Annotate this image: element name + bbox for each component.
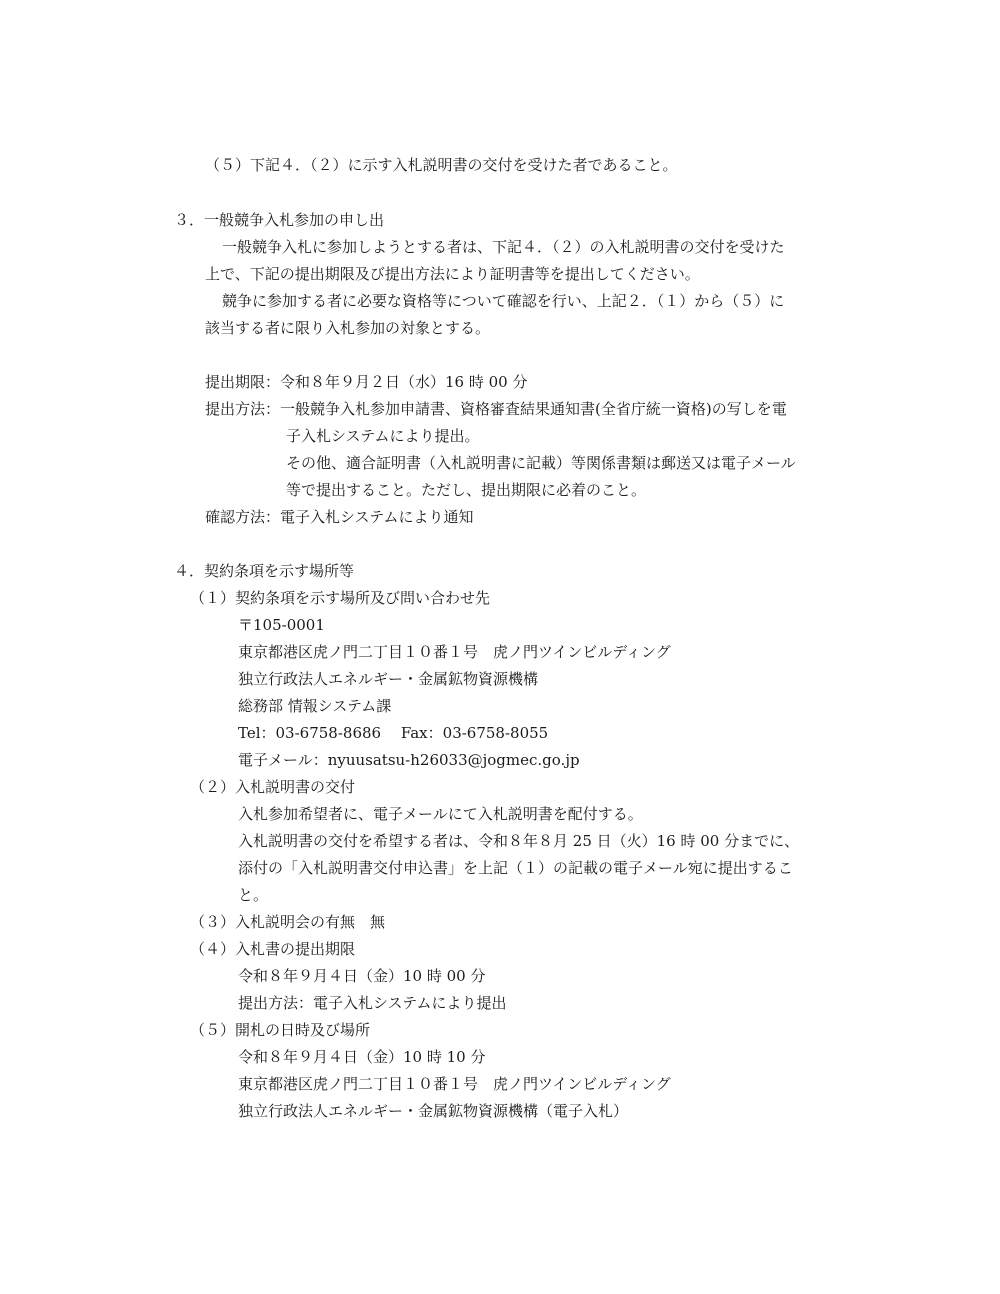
item-5-line1: 令和８年９月４日（金）10 時 10 分	[238, 1048, 486, 1066]
section-3-paragraph1-line1: 一般競争入札に参加しようとする者は、下記４．（２）の入札説明書の交付を受けた	[222, 238, 785, 256]
submission-method-line2: 子入札システムにより提出。	[286, 427, 480, 445]
item-5-line2: 東京都港区虎ノ門二丁目１０番１号 虎ノ門ツインビルディング	[238, 1075, 671, 1093]
item-5-title: （５）開札の日時及び場所	[190, 1021, 371, 1039]
submission-method-line1: 提出方法：一般競争入札参加申請書、資格審査結果通知書(全省庁統一資格)の写しを電	[205, 400, 787, 418]
item-2-line3: 添付の「入札説明書交付申込書」を上記（１）の記載の電子メール宛に提出するこ	[238, 859, 793, 877]
item-2-title: （２）入札説明書の交付	[190, 778, 356, 796]
organization: 独立行政法人エネルギー・金属鉱物資源機構	[238, 670, 539, 688]
submission-method-line4: 等で提出すること。ただし、提出期限に必着のこと。	[286, 481, 647, 499]
section-3-heading: ３．一般競争入札参加の申し出	[174, 211, 385, 229]
item-4-title: （４）入札書の提出期限	[190, 940, 356, 958]
item-4-line1: 令和８年９月４日（金）10 時 00 分	[238, 967, 486, 985]
address: 東京都港区虎ノ門二丁目１０番１号 虎ノ門ツインビルディング	[238, 643, 671, 661]
item-2-line2: 入札説明書の交付を希望する者は、令和８年８月 25 日（火）16 時 00 分までに、	[238, 832, 800, 850]
section-3-paragraph1-line2: 上で、下記の提出期限及び提出方法により証明書等を提出してください。	[205, 265, 700, 283]
item-2-line4: と。	[238, 886, 269, 904]
item-4-line2: 提出方法：電子入札システムにより提出	[238, 994, 507, 1012]
submission-deadline: 提出期限：令和８年９月２日（水）16 時 00 分	[205, 373, 528, 391]
department: 総務部 情報システム課	[238, 697, 392, 715]
item-5-line3: 独立行政法人エネルギー・金属鉱物資源機構（電子入札）	[238, 1102, 629, 1120]
email: 電子メール：nyuusatsu-h26033@jogmec.go.jp	[238, 751, 580, 769]
item-1-title: （１）契約条項を示す場所及び問い合わせ先	[190, 589, 491, 607]
section-4-heading: ４．契約条項を示す場所等	[174, 562, 355, 580]
submission-method-line3: その他、適合証明書（入札説明書に記載）等関係書類は郵送又は電子メール	[286, 454, 796, 472]
intro-item-5: （５）下記４．（２）に示す入札説明書の交付を受けた者であること。	[205, 156, 678, 174]
item-2-line1: 入札参加希望者に、電子メールにて入札説明書を配付する。	[238, 805, 643, 823]
section-3-paragraph2-line1: 競争に参加する者に必要な資格等について確認を行い、上記２．（１）から（５）に	[222, 292, 785, 310]
item-3-title: （３）入札説明会の有無 無	[190, 913, 386, 931]
tel-fax: Tel：03-6758-8686 Fax：03-6758-8055	[238, 724, 549, 742]
postal-code: 〒105-0001	[238, 616, 325, 634]
confirmation-method: 確認方法：電子入札システムにより通知	[205, 508, 474, 526]
section-3-paragraph2-line2: 該当する者に限り入札参加の対象とする。	[205, 319, 491, 337]
